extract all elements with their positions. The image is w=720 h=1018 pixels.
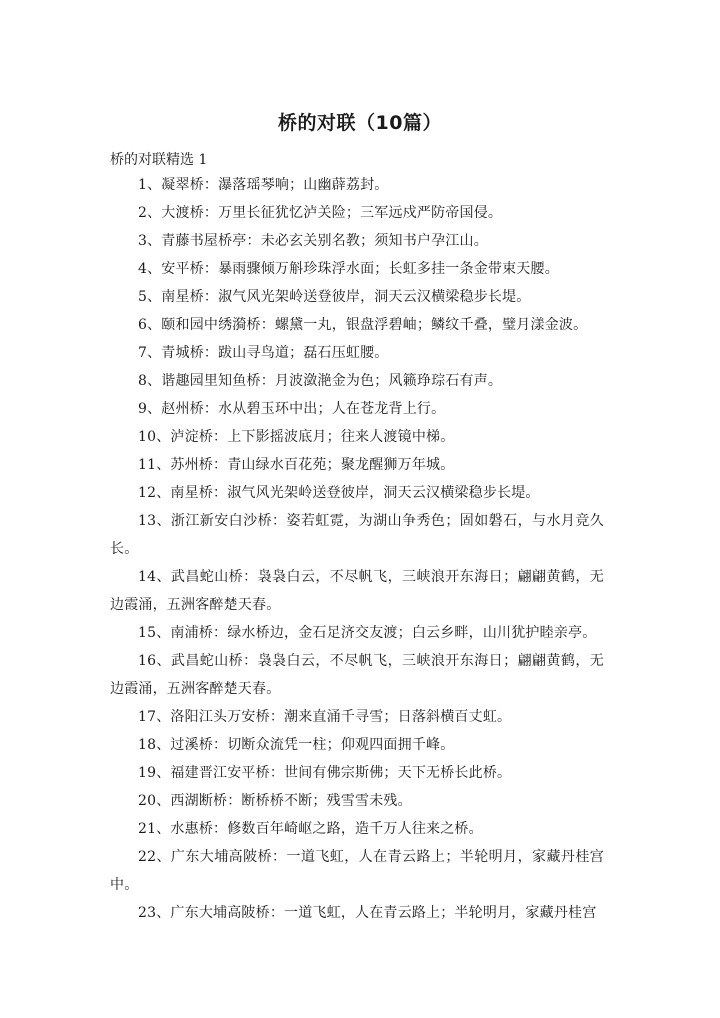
couplet-item: 14、武昌蛇山桥：袅袅白云，不尽帆飞，三峡浪开东海日；翩翩黄鹤，无边霞涌，五洲客醉楚天春。: [110, 569, 604, 613]
couplet-item: 20、西湖断桥：断桥桥不断；残雪雪未残。: [138, 793, 412, 809]
couplet-item: 9、赵州桥：水从碧玉环中出；人在苍龙背上行。: [138, 401, 446, 417]
couplet-item: 2、大渡桥：万里长征犹忆泸关险；三军远戍严防帝国侵。: [138, 205, 503, 221]
couplet-item: 1、凝翠桥：瀑落瑶琴响；山幽薜荔封。: [138, 177, 389, 193]
couplet-item: 13、浙江新安白沙桥：姿若虹霓，为湖山争秀色；固如磐石，与水月竞久长。: [110, 513, 604, 557]
couplet-item: 6、颐和园中绣漪桥：螺黛一丸，银盘浮碧岫；鳞纹千叠，璧月漾金波。: [138, 317, 588, 333]
couplet-item: 5、南星桥：淑气风光架岭送登彼岸，洞天云汉横梁稳步长堤。: [138, 289, 531, 305]
couplet-item: 4、安平桥：暴雨骤倾万斛珍珠浮水面；长虹多挂一条金带束天腰。: [138, 261, 559, 277]
couplet-item: 19、福建晋江安平桥：世间有佛宗斯佛；天下无桥长此桥。: [138, 765, 512, 781]
couplet-item: 8、谐趣园里知鱼桥：月波潋滟金为色；风籁琤琮石有声。: [138, 373, 503, 389]
couplet-list: [110, 171, 604, 927]
couplet-item: 22、广东大埔高陂桥：一道飞虹，人在青云路上；半轮明月，家藏丹桂宫中。: [110, 849, 604, 893]
couplet-item: 3、青藤书屋桥亭：未必玄关别名教；须知书户孕江山。: [138, 233, 488, 249]
couplet-item: 23、广东大埔高陂桥：一道飞虹，人在青云路上；半轮明月，家藏丹桂宫: [138, 905, 597, 921]
couplet-item: 12、南星桥：淑气风光架岭送登彼岸，洞天云汉横梁稳步长堤。: [138, 485, 540, 501]
couplet-item: 16、武昌蛇山桥：袅袅白云，不尽帆飞，三峡浪开东海日；翩翩黄鹤，无边霞涌，五洲客醉楚天春。: [110, 653, 604, 697]
couplet-item: 21、水惠桥：修数百年崎岖之路，造千万人往来之桥。: [138, 821, 483, 837]
couplet-item: 7、青城桥：跋山寻鸟道；磊石压虹腰。: [138, 345, 389, 361]
couplet-item: 17、洛阳江头万安桥：潮来直涌千寻雪；日落斜横百丈虹。: [138, 709, 512, 725]
couplet-item: 11、苏州桥：青山绿水百花苑；聚龙醒狮万年城。: [138, 457, 455, 473]
section-title: 桥的对联精选 1: [110, 152, 208, 168]
document-title: 桥的对联（10篇）: [278, 112, 442, 134]
couplet-item: 18、过溪桥：切断众流凭一柱；仰观四面拥千峰。: [138, 737, 455, 753]
couplet-item: 10、泸淀桥：上下影摇波底月；往来人渡镜中梯。: [138, 429, 455, 445]
couplet-item: 15、南浦桥：绿水桥边，金石足济交友渡；白云乡畔，山川犹护睦亲亭。: [138, 625, 597, 641]
